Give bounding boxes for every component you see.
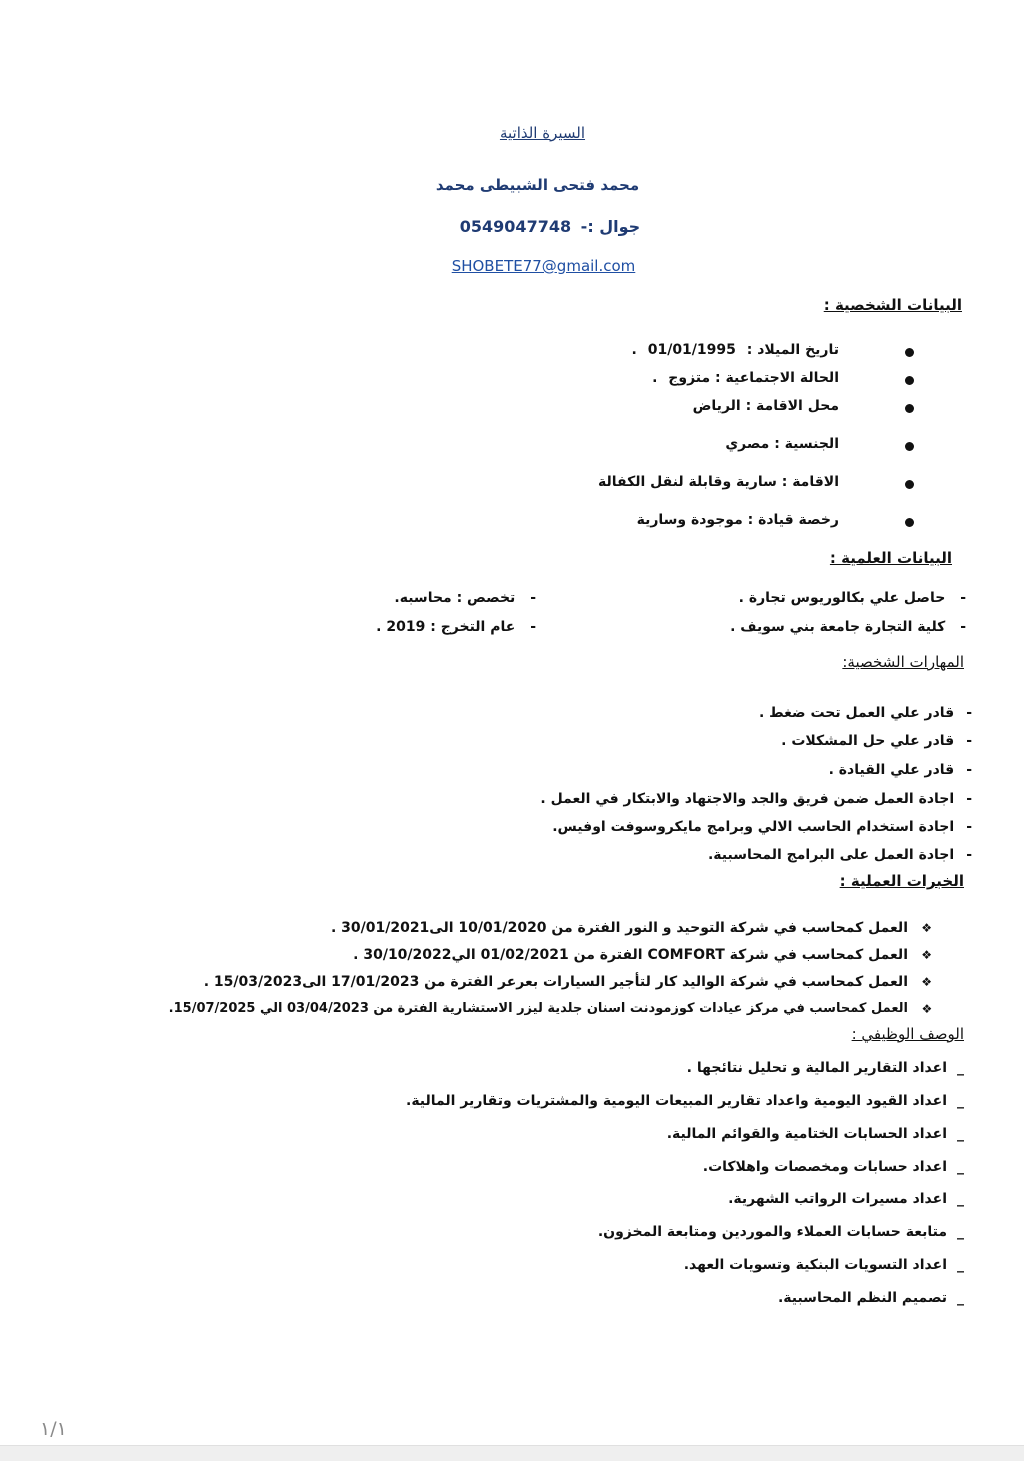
experience-item: ❖ العمل كمحاسب في شركة الواليد كار لتأجير السيارات بعرعر الفترة من 17/01/2023 الى15/03/2023 . <box>203 974 932 990</box>
bullet-icon <box>905 404 914 413</box>
experience-item: ❖ العمل كمحاسب في مركز عيادات كوزمودنت اسنان جلدية ليزر الاستشارية الفترة من 03/04/2023 الي 15/07/2025. <box>168 1001 932 1016</box>
education-item: - حاصل علي بكالوريوس تجارة . <box>738 590 966 606</box>
skill-item: -اجادة العمل على البرامج المحاسبية. <box>707 847 972 863</box>
person-name: محمد فتحى الشبيطى محمد <box>435 176 640 194</box>
job-item: _اعداد القيود اليومية واعداد تقارير المبيعات اليومية والمشتريات وتقارير المالية. <box>406 1093 964 1109</box>
diamond-bullet-icon: ❖ <box>921 975 932 989</box>
page-number: ١/١ <box>40 1418 67 1440</box>
list-item: تاريخ الميلاد : 01/01/1995 . <box>632 342 914 358</box>
document-title: السيرة الذاتية <box>499 124 586 142</box>
email-link[interactable]: SHOBETE77@gmail.com <box>451 257 636 275</box>
education-item: - عام التخرج : 2019 . <box>376 619 536 635</box>
bullet-icon <box>905 480 914 489</box>
diamond-bullet-icon: ❖ <box>921 921 932 935</box>
job-item: _اعداد مسيرات الرواتب الشهرية. <box>728 1191 964 1207</box>
diamond-bullet-icon: ❖ <box>921 948 932 962</box>
list-item: الحالة الاجتماعية : متزوج . <box>652 370 914 386</box>
skill-item: -قادر علي العمل تحت ضغط . <box>758 705 972 721</box>
diamond-bullet-icon: ❖ <box>921 1002 932 1016</box>
bullet-icon <box>905 376 914 385</box>
list-item: رخصة قيادة : موجودة وسارية <box>637 512 914 528</box>
experience-heading: الخبرات العملية : <box>839 872 964 890</box>
bottom-edge <box>0 1445 1024 1461</box>
phone-line <box>0 217 1024 236</box>
education-item: - تخصص : محاسبه. <box>394 590 536 606</box>
phone-number: 0549047748 <box>459 217 572 236</box>
job-item: _اعداد التقارير المالية و تحليل نتائجها . <box>686 1060 964 1076</box>
job-description-heading: الوصف الوظيفي : <box>851 1025 964 1043</box>
list-item: محل الاقامة : الرياض <box>693 398 914 414</box>
list-item: الجنسية : مصري <box>725 436 914 452</box>
job-item: _اعداد حسابات ومخصصات واهلاكات. <box>702 1159 964 1175</box>
experience-item: ❖ العمل كمحاسب في شركة COMFORT الفترة من 01/02/2021 الي30/10/2022 . <box>353 947 932 963</box>
personal-heading: البيانات الشخصية : <box>823 296 962 314</box>
skill-item: -اجادة العمل ضمن فريق والجد والاجتهاد والابتكار في العمل . <box>540 791 972 807</box>
bullet-icon <box>905 348 914 357</box>
bullet-icon <box>905 518 914 527</box>
job-item: _متابعة حسابات العملاء والموردين ومتابعة المخزون. <box>597 1224 964 1240</box>
skills-heading: المهارات الشخصية: <box>842 653 964 671</box>
job-item: _اعداد الحسابات الختامية والقوائم المالية. <box>666 1126 964 1142</box>
skill-item: -قادر علي القيادة . <box>828 762 972 778</box>
job-item: _تصميم النظم المحاسبية. <box>777 1290 964 1306</box>
skill-item: -قادر علي حل المشكلات . <box>781 733 972 749</box>
education-item: - كلية التجارة جامعة بني سويف . <box>730 619 966 635</box>
experience-item: ❖ العمل كمحاسب في شركة التوحيد و النور الفترة من 10/01/2020 الى30/01/2021 . <box>330 920 932 936</box>
list-item: الاقامة : سارية وقابلة لنقل الكفالة <box>598 474 914 490</box>
job-item: _اعداد التسويات البنكية وتسويات العهد. <box>683 1257 964 1273</box>
bullet-icon <box>905 442 914 451</box>
skill-item: -اجادة استخدام الحاسب الالي وبرامج مايكروسوفت اوفيس. <box>552 819 972 835</box>
phone-label: جوال :- <box>580 217 641 236</box>
education-heading: البيانات العلمية : <box>829 549 952 567</box>
